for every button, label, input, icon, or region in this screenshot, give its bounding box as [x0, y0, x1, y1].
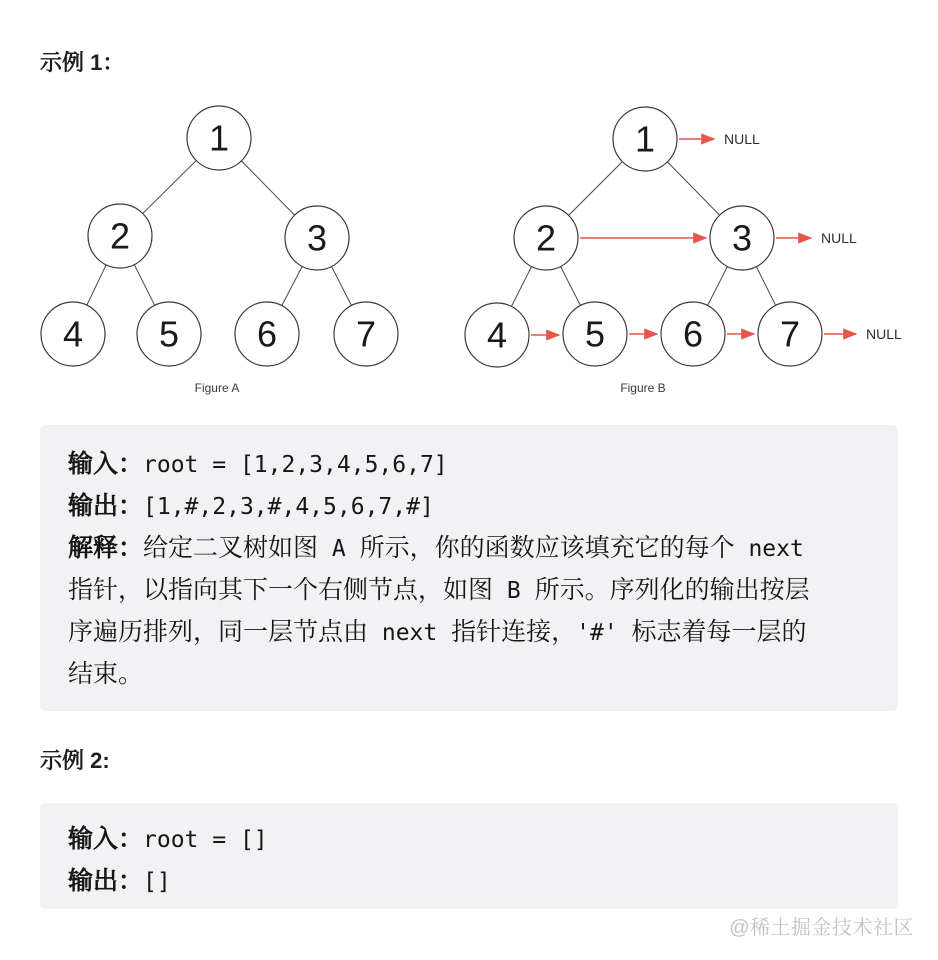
code-line	[68, 569, 872, 611]
code-text: []	[143, 869, 171, 895]
figure-caption: Figure B	[620, 381, 666, 395]
tree-node-label: 3	[306, 217, 328, 259]
tree-node-label: 2	[109, 215, 131, 257]
code-line	[68, 818, 872, 860]
tree-node-label: 5	[584, 313, 606, 355]
tree-node-label: 6	[256, 313, 278, 355]
tree-node-label: 7	[355, 313, 377, 355]
code-text: 指针，以指向其下一个右侧节点，如图	[68, 576, 494, 604]
code-text: 所示，你的函数应该填充它的每个	[359, 534, 735, 562]
tree-node-label: 5	[158, 313, 180, 355]
code-text: next	[368, 620, 452, 646]
code-text: root = []	[143, 827, 268, 853]
tree-node-label: 4	[486, 314, 508, 356]
code-text: 指针连接，	[451, 618, 577, 646]
code-line	[68, 860, 872, 902]
code-text: A	[318, 536, 360, 562]
code-text: [1,#,2,3,#,4,5,6,7,#]	[143, 494, 434, 520]
code-text: '#'	[576, 620, 632, 646]
code-label: 输出：	[68, 492, 144, 520]
code-text: 序遍历排列，同一层节点由	[68, 618, 369, 646]
tree-node-label: 1	[634, 118, 656, 160]
tree-node-label: 2	[535, 217, 557, 259]
code-text: B	[493, 578, 535, 604]
code-line	[68, 611, 872, 653]
code-line	[68, 443, 872, 485]
code-text: 标志着每一层的	[631, 618, 807, 646]
code-text: root = [1,2,3,4,5,6,7]	[143, 452, 448, 478]
watermark: @稀土掘金技术社区	[729, 917, 914, 939]
tree-node-label: 6	[682, 313, 704, 355]
code-text: 结束。	[68, 660, 144, 688]
code-line	[68, 485, 872, 527]
example-2-heading: 示例 2:	[40, 748, 110, 773]
tree-figures	[0, 95, 938, 407]
binary-tree-diagram	[0, 95, 938, 407]
code-text: 所示。序列化的输出按层	[534, 576, 810, 604]
code-line	[68, 653, 872, 695]
code-text: next	[734, 536, 804, 562]
code-line	[68, 527, 872, 569]
code-label: 输入：	[68, 825, 144, 853]
example-2-code-block	[40, 803, 898, 909]
tree-node-label: 1	[208, 117, 230, 159]
example-1-heading: 示例 1：	[40, 50, 125, 75]
code-label: 输出：	[68, 867, 144, 895]
tree-node-label: 7	[779, 313, 801, 355]
example-1-code-block	[40, 425, 898, 711]
code-label: 解释：	[68, 534, 144, 562]
null-label: NULL	[821, 230, 857, 246]
null-label: NULL	[724, 131, 760, 147]
code-text: 给定二叉树如图	[143, 534, 319, 562]
null-label: NULL	[866, 326, 902, 342]
code-label: 输入：	[68, 450, 144, 478]
tree-node-label: 4	[62, 313, 84, 355]
figure-caption: Figure A	[194, 381, 240, 395]
tree-node-label: 3	[731, 217, 753, 259]
